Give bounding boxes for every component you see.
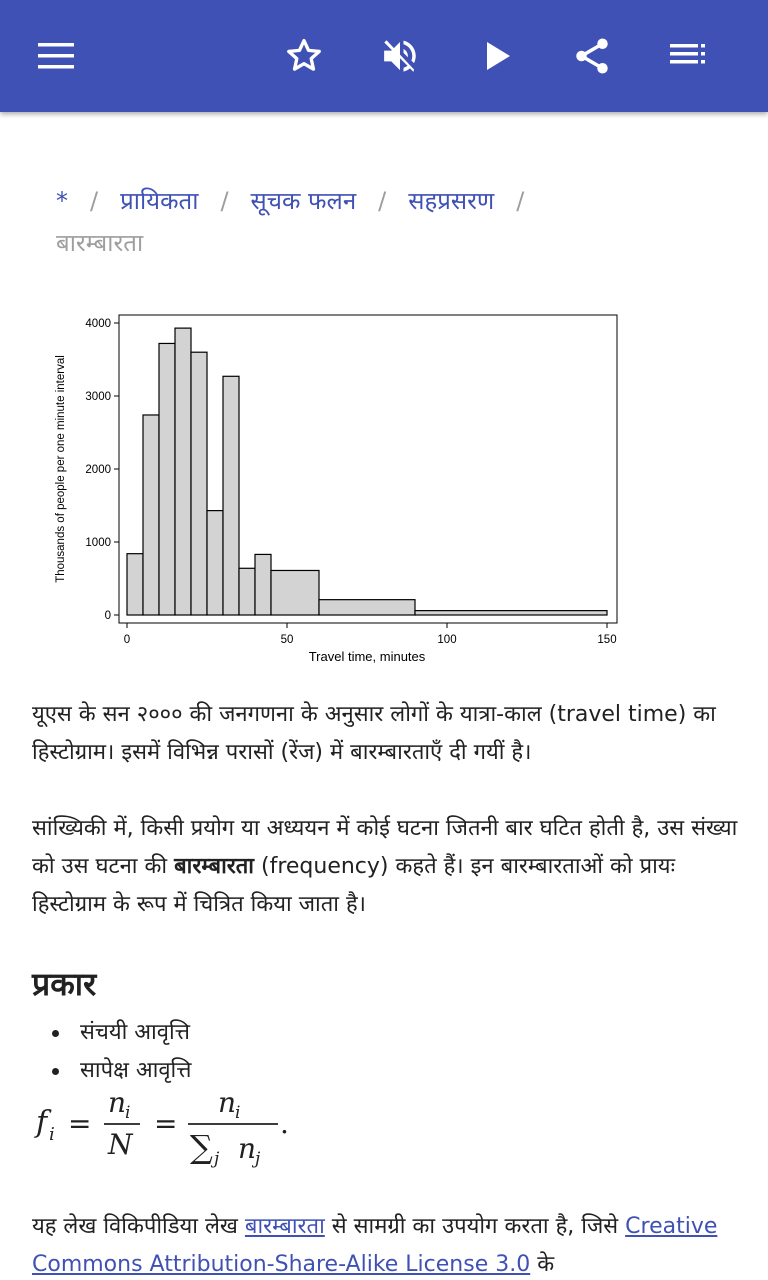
intro-text-end: (frequency) कहते हैं। इन बारम्बारताओं को प्रायः हिस्टोग्राम के रूप में चित्रित किया जाता है। <box>32 854 676 917</box>
histogram-bar <box>319 600 415 615</box>
histogram-bar <box>191 352 207 615</box>
menu-button[interactable] <box>28 28 84 84</box>
y-tick-label: 2000 <box>85 464 111 476</box>
y-axis-label: Thousands of people per one minute interval <box>55 355 67 583</box>
app-bar <box>0 0 768 112</box>
formula-equals-2: = <box>154 1107 178 1140</box>
histogram-bar <box>175 328 191 615</box>
play-button[interactable] <box>470 28 526 84</box>
formula-lhs: f <box>36 1105 48 1140</box>
histogram-bar <box>223 376 239 615</box>
list-item: संचयी आवृत्ति <box>32 1014 732 1052</box>
volume-off-icon <box>379 35 421 77</box>
x-axis-label: Travel time, minutes <box>308 649 426 664</box>
frac1-numerator-sub: i <box>125 1103 131 1123</box>
play-icon <box>483 40 513 72</box>
playlist-icon <box>668 42 708 70</box>
frac2-denominator-var: n <box>238 1132 257 1165</box>
y-tick-label: 4000 <box>85 318 111 330</box>
favorite-button[interactable] <box>276 28 332 84</box>
figure-caption: यूएस के सन २००० की जनगणना के अनुसार लोगों के यात्रा-काल (travel time) का हिस्टोग्राम। इसमें विभिन्न परासों (रेंज) में बारम्बारताएँ दी गयीं है। <box>32 702 716 765</box>
histogram-bar <box>255 554 271 615</box>
histogram-bar <box>239 568 255 615</box>
breadcrumb-item-home[interactable]: * <box>56 187 68 215</box>
intro-text: सांख्यिकी में, किसी प्रयोग या अध्ययन में कोई घटना जितनी बार घटित होती है, उस संख्या को उस घटना की <box>32 816 738 879</box>
formula-period: . <box>280 1107 289 1140</box>
frac2-denominator-var-sub: j <box>255 1149 261 1169</box>
frac2-numerator-sub: i <box>235 1103 241 1123</box>
menu-icon <box>36 42 76 70</box>
share-icon <box>571 35 613 77</box>
y-tick-label: 3000 <box>85 391 111 403</box>
histogram-bar <box>271 570 319 615</box>
histogram-bar <box>415 611 607 615</box>
attribution-text-3: के <box>530 1252 555 1277</box>
attribution-text-2: से सामग्री का उपयोग करता है, जिसे <box>324 1214 626 1239</box>
breadcrumb-item-covariance[interactable]: सहप्रसरण <box>408 187 495 215</box>
frac1-numerator: n <box>108 1086 127 1119</box>
breadcrumb-separator: / <box>378 187 387 215</box>
intro-bold-term: बारम्बारता <box>174 854 254 879</box>
frac1-denominator: N <box>108 1128 133 1161</box>
breadcrumb <box>56 180 736 264</box>
breadcrumb-separator: / <box>90 187 99 215</box>
relative-frequency-formula <box>32 1086 332 1176</box>
source-article-link[interactable]: बारम्बारता <box>244 1214 325 1239</box>
breadcrumb-item-indicator-function[interactable]: सूचक फलन <box>250 187 357 215</box>
histogram-bar <box>127 554 143 615</box>
section-heading: प्रकार <box>32 965 97 1003</box>
x-tick-label: 50 <box>280 634 294 646</box>
intro-paragraph <box>32 810 744 924</box>
attribution-text <box>32 1208 744 1280</box>
y-tick-label: 1000 <box>85 537 111 549</box>
breadcrumb-current: बारम्बारता <box>56 229 144 257</box>
breadcrumb-separator: / <box>516 187 525 215</box>
y-tick-label: 0 <box>104 610 111 622</box>
share-button[interactable] <box>564 28 620 84</box>
frac2-denominator-sum: ∑ <box>190 1128 213 1166</box>
histogram-bar <box>143 415 159 615</box>
list-item: सापेक्ष आवृत्ति <box>32 1052 732 1090</box>
attribution-text-1: यह लेख विकिपीडिया लेख <box>32 1214 245 1239</box>
formula-equals: = <box>68 1107 92 1140</box>
breadcrumb-separator: / <box>220 187 229 215</box>
histogram-bar <box>207 511 223 615</box>
mute-button[interactable] <box>372 28 428 84</box>
formula-lhs-sub: i <box>49 1124 55 1145</box>
frac2-numerator: n <box>218 1086 237 1119</box>
frac2-denominator-sum-sub: j <box>214 1149 220 1169</box>
breadcrumb-item-probability[interactable]: प्रायिकता <box>120 187 199 215</box>
license-link[interactable]: Creative Commons Attribution-Share-Alike License 3.0 <box>32 1214 718 1277</box>
playlist-button[interactable] <box>660 28 716 84</box>
x-tick-label: 0 <box>123 634 131 646</box>
star-icon <box>283 35 325 77</box>
x-tick-label: 100 <box>437 634 457 646</box>
histogram-bar <box>159 343 175 615</box>
x-tick-label: 150 <box>597 634 617 646</box>
types-list <box>32 1014 732 1090</box>
histogram-figure <box>48 305 628 670</box>
